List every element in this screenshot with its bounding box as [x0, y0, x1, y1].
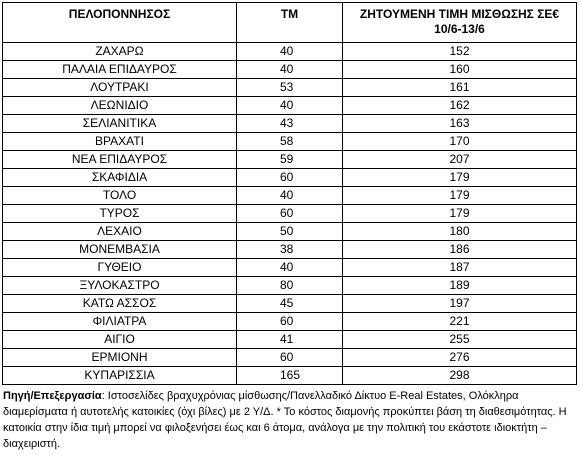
cell-place: ΠΑΛΑΙΑ ΕΠΙΔΑΥΡΟΣ: [3, 61, 237, 79]
table-row: [3, 367, 577, 385]
cell-place: ΦΙΛΙΑΤΡΑ: [3, 313, 237, 331]
source-note-text: : Ιστοσελίδες βραχυχρόνιας μίσθωσης/Πανελλαδικό Δίκτυο E-Real Estates, Ολόκληρα διαμερίσματα ή αυτοτελής κατοικίες (όχι βίλες) με 2 Υ/Δ. * Το κόστος διαμονής προκύπτει βάση τη διαθεσιμότητας. Η κατοικία στην ίδια τιμή μπορεί να φιλοξενήσει έως και 6 άτομα, ανάλογα με την πολιτική του εκάστοτε ιδιοκτήτη – διαχειριστή.: [3, 390, 567, 450]
cell-sqm: 40: [237, 97, 343, 115]
table-row: [3, 169, 577, 187]
table-row: [3, 97, 577, 115]
cell-place: ΞΥΛΟΚΑΣΤΡΟ: [3, 277, 237, 295]
table-row: [3, 79, 577, 97]
cell-price: 255: [343, 331, 577, 349]
cell-place: ΕΡΜΙΟΝΗ: [3, 349, 237, 367]
cell-price: 160: [343, 61, 577, 79]
header-price-line1: ΖΗΤΟΥΜΕΝΗ ΤΙΜΗ ΜΙΣΘΩΣΗΣ ΣΕ€: [359, 7, 560, 21]
cell-price: 170: [343, 133, 577, 151]
cell-place: ΛΟΥΤΡΑΚΙ: [3, 79, 237, 97]
table-row: [3, 43, 577, 61]
cell-sqm: 58: [237, 133, 343, 151]
cell-sqm: 60: [237, 169, 343, 187]
table-row: [3, 295, 577, 313]
table-row: [3, 133, 577, 151]
cell-price: 163: [343, 115, 577, 133]
table-body: [3, 43, 577, 385]
cell-sqm: 60: [237, 313, 343, 331]
cell-place: ΣΕΛΙΑΝΙΤΙΚΑ: [3, 115, 237, 133]
cell-price: 179: [343, 169, 577, 187]
header-price: [343, 3, 577, 43]
cell-place: ΜΟΝΕΜΒΑΣΙΑ: [3, 241, 237, 259]
cell-price: 186: [343, 241, 577, 259]
table-row: [3, 151, 577, 169]
source-note: [2, 388, 575, 452]
cell-sqm: 165: [237, 367, 343, 385]
cell-sqm: 43: [237, 115, 343, 133]
table-row: [3, 187, 577, 205]
table-row: [3, 241, 577, 259]
cell-place: ΒΡΑΧΑΤΙ: [3, 133, 237, 151]
table-header-row: [3, 3, 577, 43]
cell-place: ΛΕΩΝΙΔΙΟ: [3, 97, 237, 115]
cell-price: 180: [343, 223, 577, 241]
cell-price: 179: [343, 205, 577, 223]
table-row: [3, 223, 577, 241]
cell-price: 179: [343, 187, 577, 205]
cell-place: ΖΑΧΑΡΩ: [3, 43, 237, 61]
header-price-line2: 10/6-13/6: [434, 22, 485, 36]
cell-sqm: 60: [237, 349, 343, 367]
cell-price: 197: [343, 295, 577, 313]
cell-place: ΚΥΠΑΡΙΣΣΙΑ: [3, 367, 237, 385]
cell-price: 276: [343, 349, 577, 367]
cell-sqm: 80: [237, 277, 343, 295]
cell-place: ΤΥΡΟΣ: [3, 205, 237, 223]
cell-price: 189: [343, 277, 577, 295]
cell-place: ΛΕΧΑΙΟ: [3, 223, 237, 241]
cell-price: 152: [343, 43, 577, 61]
cell-sqm: 38: [237, 241, 343, 259]
cell-place: ΣΚΑΦΙΔΙΑ: [3, 169, 237, 187]
table-row: [3, 313, 577, 331]
cell-place: ΑΙΓΙΟ: [3, 331, 237, 349]
cell-sqm: 53: [237, 79, 343, 97]
cell-sqm: 45: [237, 295, 343, 313]
cell-price: 187: [343, 259, 577, 277]
cell-price: 207: [343, 151, 577, 169]
cell-sqm: 40: [237, 259, 343, 277]
table-row: [3, 259, 577, 277]
cell-price: 221: [343, 313, 577, 331]
cell-sqm: 59: [237, 151, 343, 169]
source-note-label: Πηγή/Επεξεργασία: [3, 390, 102, 402]
table-row: [3, 349, 577, 367]
cell-sqm: 40: [237, 43, 343, 61]
cell-place: ΚΑΤΩ ΑΣΣΟΣ: [3, 295, 237, 313]
cell-sqm: 60: [237, 205, 343, 223]
cell-price: 162: [343, 97, 577, 115]
cell-place: ΝΕΑ ΕΠΙΔΑΥΡΟΣ: [3, 151, 237, 169]
cell-price: 298: [343, 367, 577, 385]
cell-sqm: 41: [237, 331, 343, 349]
table-row: [3, 205, 577, 223]
table-row: [3, 115, 577, 133]
header-sqm: ΤΜ: [237, 3, 343, 43]
price-table-container: [2, 2, 576, 452]
cell-place: ΤΟΛΟ: [3, 187, 237, 205]
cell-place: ΓΥΘΕΙΟ: [3, 259, 237, 277]
header-region: ΠΕΛΟΠΟΝΝΗΣΟΣ: [3, 3, 237, 43]
cell-sqm: 40: [237, 187, 343, 205]
cell-sqm: 40: [237, 61, 343, 79]
table-row: [3, 61, 577, 79]
rental-price-table: [2, 2, 577, 385]
table-row: [3, 331, 577, 349]
cell-price: 161: [343, 79, 577, 97]
cell-sqm: 50: [237, 223, 343, 241]
table-row: [3, 277, 577, 295]
